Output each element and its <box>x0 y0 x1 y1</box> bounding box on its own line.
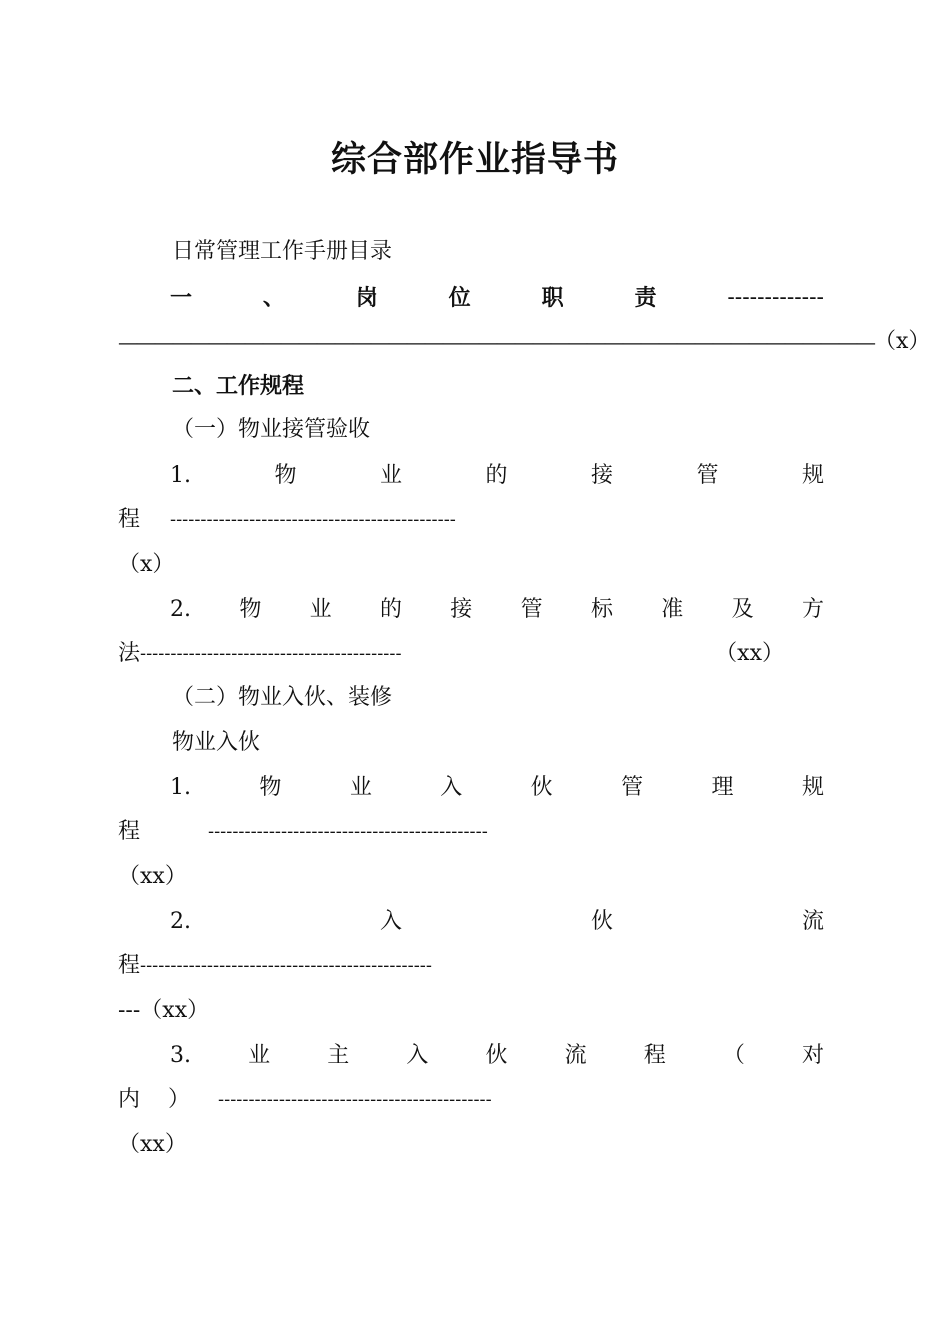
toc-char: 伙 <box>485 1043 508 1068</box>
toc-entry-item-1-cont <box>118 500 824 540</box>
toc-char: 程 <box>118 819 141 844</box>
toc-char: 理 <box>711 775 734 800</box>
toc-entry-item-3-cont <box>118 812 824 852</box>
toc-char: 接 <box>450 597 473 622</box>
toc-subsection-2[interactable]: （二）物业入伙、装修 <box>172 685 393 710</box>
document-title: 综合部作业指导书 <box>330 139 619 180</box>
toc-char: 管 <box>696 463 719 488</box>
toc-char: 伙 <box>530 775 553 800</box>
toc-section-2[interactable]: 二、工作规程 <box>172 373 305 399</box>
toc-leader: ------------------------------------------------ <box>140 955 432 976</box>
toc-char: 法 <box>118 641 141 666</box>
toc-page-number: ---（xx） <box>118 998 210 1023</box>
toc-entry-item-4[interactable] <box>170 902 824 942</box>
toc-char: 入 <box>406 1043 429 1068</box>
toc-char: 物 <box>239 597 262 622</box>
toc-entry-item-1[interactable] <box>170 456 824 496</box>
toc-char: ） <box>168 1087 191 1112</box>
toc-leader: ----------------------------------------------- <box>170 509 456 530</box>
toc-char: 2. <box>170 597 191 622</box>
toc-char: 业 <box>248 1043 271 1068</box>
toc-char: 职 <box>541 285 564 311</box>
toc-char: （ <box>722 1043 745 1068</box>
toc-char: 内 <box>118 1087 141 1112</box>
toc-subsection-2-heading: 物业入伙 <box>172 730 261 755</box>
toc-char: 责 <box>634 285 657 311</box>
toc-page-number: （x） <box>118 552 175 577</box>
toc-char: 入 <box>440 775 463 800</box>
toc-char: 规 <box>801 775 824 800</box>
toc-char: 对 <box>801 1043 824 1068</box>
toc-entry-item-5[interactable] <box>170 1036 824 1076</box>
toc-leader: ------------------------------------------- <box>140 643 402 664</box>
toc-char: 标 <box>590 597 613 622</box>
toc-leader: —————————————————————————————————————————— <box>118 330 874 354</box>
toc-entry-item-2[interactable] <box>170 590 824 630</box>
toc-entry-section-1[interactable] <box>170 278 824 318</box>
toc-char: 伙 <box>590 909 613 934</box>
toc-char: 1. <box>170 775 191 800</box>
toc-char: 位 <box>448 285 471 311</box>
toc-char: 、 <box>262 285 285 311</box>
toc-subsection-1[interactable]: （一）物业接管验收 <box>172 417 371 442</box>
toc-char: 1. <box>170 463 191 488</box>
toc-char: 一 <box>170 285 193 311</box>
toc-char: 程 <box>118 953 141 978</box>
toc-char: 管 <box>621 775 644 800</box>
toc-char: 物 <box>274 463 297 488</box>
toc-entry-item-5-cont <box>118 1080 824 1120</box>
toc-entry-item-2-cont <box>118 634 824 674</box>
toc-entry-item-4-cont <box>118 946 824 986</box>
toc-page-number: （xx） <box>118 864 187 889</box>
toc-char: 程 <box>643 1043 666 1068</box>
toc-page-number: （xx） <box>118 1132 187 1157</box>
toc-char: 管 <box>520 597 543 622</box>
toc-char: 接 <box>590 463 613 488</box>
toc-page-number: （xx） <box>715 641 784 666</box>
toc-leader: ---------------------------------------------- <box>208 821 488 842</box>
toc-char: 准 <box>661 597 684 622</box>
toc-char: 方 <box>801 597 824 622</box>
toc-char: 2. <box>170 909 191 934</box>
toc-char: 3. <box>170 1043 191 1068</box>
toc-char: 及 <box>731 597 754 622</box>
toc-char: 主 <box>327 1043 350 1068</box>
toc-leader: --------------------------------------------- <box>218 1089 492 1110</box>
toc-char: 程 <box>118 507 141 532</box>
toc-entry-item-3[interactable] <box>170 768 824 808</box>
toc-char: 的 <box>379 597 402 622</box>
toc-heading: 日常管理工作手册目录 <box>172 239 393 264</box>
toc-char: 流 <box>801 909 824 934</box>
toc-char: 规 <box>801 463 824 488</box>
toc-char: 业 <box>379 463 402 488</box>
toc-char: 业 <box>349 775 372 800</box>
toc-char: 业 <box>309 597 332 622</box>
toc-char: 物 <box>259 775 282 800</box>
toc-leader: ------------- <box>727 285 824 310</box>
toc-char: 流 <box>564 1043 587 1068</box>
toc-entry-section-1-cont <box>118 322 931 362</box>
toc-char: 岗 <box>355 285 378 311</box>
toc-page-number: （x） <box>874 329 931 354</box>
toc-char: 的 <box>485 463 508 488</box>
toc-char: 入 <box>379 909 402 934</box>
